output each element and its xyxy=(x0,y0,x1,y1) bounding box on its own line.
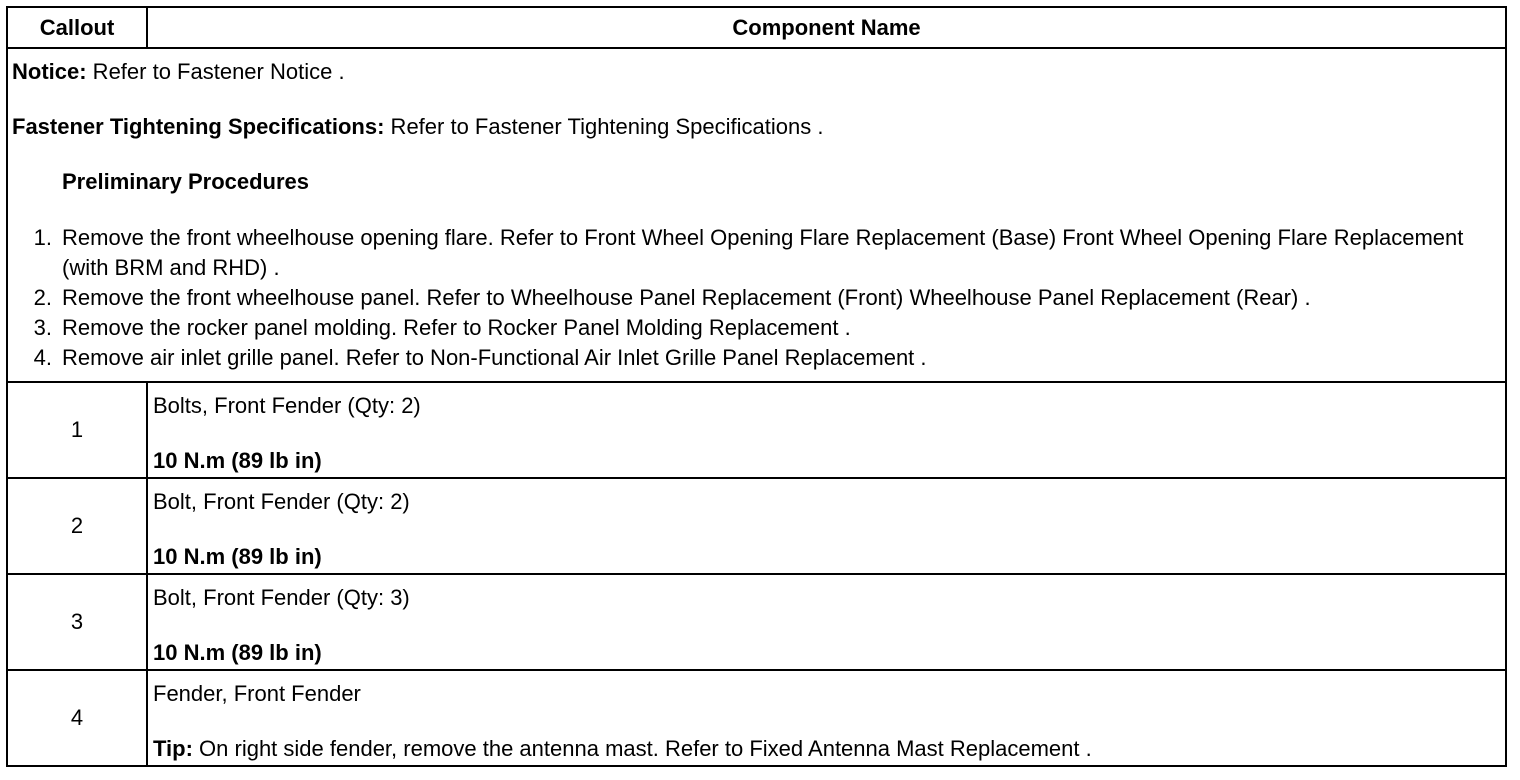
callout-number: 1 xyxy=(7,382,147,478)
table-row xyxy=(7,478,1506,574)
torque-spec: 10 N.m (89 lb in) xyxy=(153,640,322,665)
torque-spec: 10 N.m (89 lb in) xyxy=(153,448,322,473)
header-callout: Callout xyxy=(7,7,147,48)
tip-text: On right side fender, remove the antenna mast. Refer to Fixed Antenna Mast Replacement . xyxy=(192,736,1092,761)
tip-line xyxy=(153,736,1505,762)
component-name: Bolt, Front Fender (Qty: 3) xyxy=(153,585,410,610)
component-table xyxy=(6,6,1507,767)
step-number: 2. xyxy=(33,285,52,310)
fastener-spec-label: Fastener Tightening Specifications: xyxy=(12,114,385,139)
component-cell xyxy=(147,478,1506,574)
step-number: 1. xyxy=(33,225,52,250)
header-row xyxy=(7,7,1506,48)
torque-spec: 10 N.m (89 lb in) xyxy=(153,544,322,569)
preliminary-procedures-title: Preliminary Procedures xyxy=(62,169,310,194)
list-item xyxy=(33,223,1505,283)
notice-label: Notice: xyxy=(12,59,87,84)
step-text: Remove air inlet grille panel. Refer to Non-Functional Air Inlet Grille Panel Replacement . xyxy=(62,345,927,370)
callout-number: 4 xyxy=(7,670,147,766)
step-number: 3. xyxy=(33,315,52,340)
fastener-spec-text: Refer to Fastener Tightening Specifications . xyxy=(384,114,824,139)
callout-number: 3 xyxy=(7,574,147,670)
intro-row xyxy=(7,48,1506,382)
intro-cell xyxy=(7,48,1506,382)
callout-number: 2 xyxy=(7,478,147,574)
component-name: Fender, Front Fender xyxy=(153,681,361,706)
step-text: Remove the front wheelhouse panel. Refer to Wheelhouse Panel Replacement (Front) Wheelhouse Panel Replacement (Rear) . xyxy=(62,285,1311,310)
notice-text: Refer to Fastener Notice . xyxy=(86,59,345,84)
table-row xyxy=(7,574,1506,670)
fastener-spec-line xyxy=(12,114,1505,140)
step-number: 4. xyxy=(33,345,52,370)
list-item xyxy=(33,283,1505,313)
step-text: Remove the rocker panel molding. Refer to Rocker Panel Molding Replacement . xyxy=(62,315,851,340)
header-component-name: Component Name xyxy=(147,7,1506,48)
list-item xyxy=(33,343,1505,373)
component-cell xyxy=(147,670,1506,766)
step-text: Remove the front wheelhouse opening flare. Refer to Front Wheel Opening Flare Replacement (Base) Front Wheel Opening Flare Replacement (with BRM and RHD) . xyxy=(62,225,1464,280)
table-row xyxy=(7,382,1506,478)
component-name: Bolt, Front Fender (Qty: 2) xyxy=(153,489,410,514)
component-cell xyxy=(147,574,1506,670)
list-item xyxy=(33,313,1505,343)
component-cell xyxy=(147,382,1506,478)
component-name: Bolts, Front Fender (Qty: 2) xyxy=(153,393,421,418)
tip-label: Tip: xyxy=(153,736,193,761)
notice-line xyxy=(12,59,1505,85)
procedure-steps xyxy=(12,223,1505,373)
table-row xyxy=(7,670,1506,766)
